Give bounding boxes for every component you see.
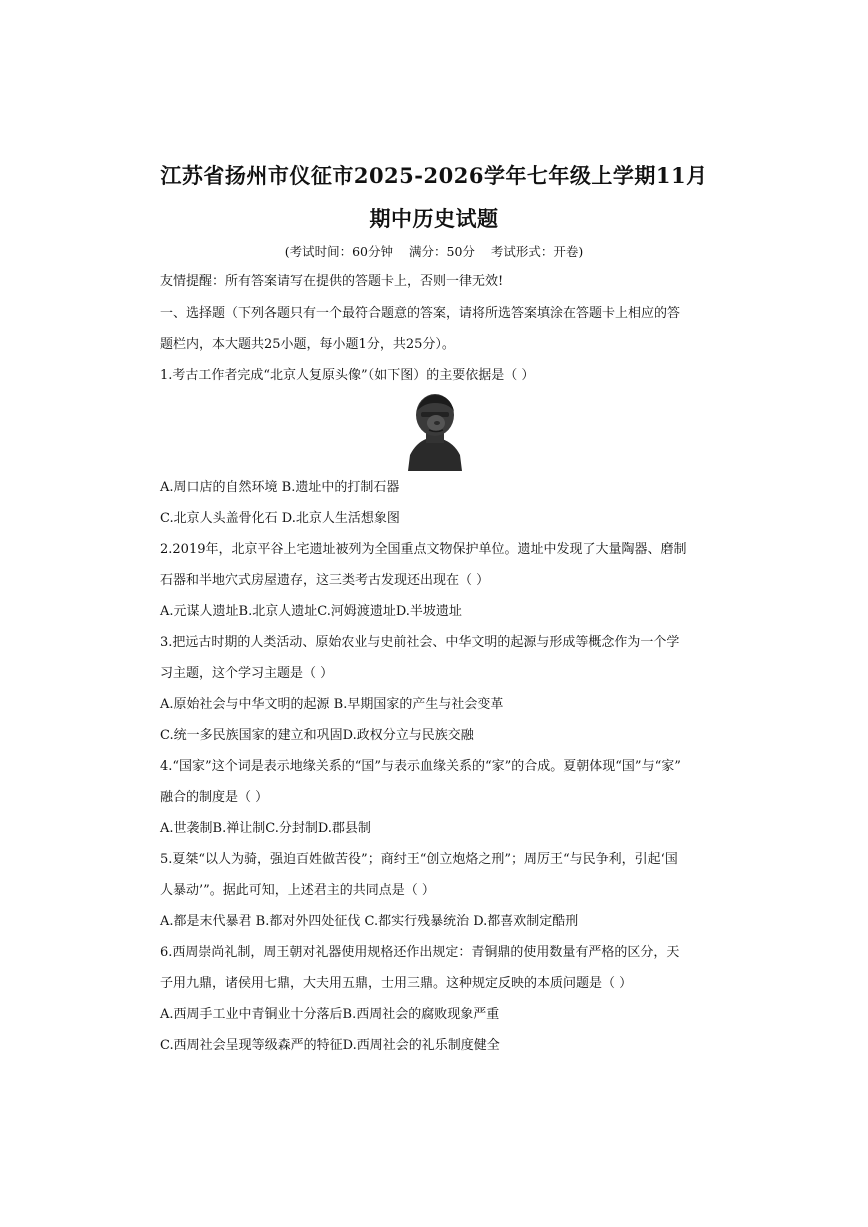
exam-info: [0, 242, 868, 260]
q6-stem-line1: 6.西周崇尚礼制，周王朝对礼器使用规格还作出规定：青铜鼎的使用数量有严格的区分，天: [160, 945, 680, 960]
exam-title-line2: 期中历史试题: [369, 206, 499, 231]
q6-option-line2: C.西周社会呈现等级森严的特征D.西周社会的礼乐制度健全: [160, 1038, 500, 1053]
section-instruction-line1: 一、选择题（下列各题只有一个最符合题意的答案，请将所选答案填涂在答题卡上相应的答: [160, 306, 681, 321]
q1-option-line1: A.周口店的自然环境 B.遗址中的打制石器: [160, 480, 400, 495]
q4-option-line1: A.世袭制B.禅让制C.分封制D.郡县制: [160, 821, 371, 836]
q1-option-line2: C.北京人头盖骨化石 D.北京人生活想象图: [160, 511, 400, 526]
q6-stem-line2: 子用九鼎，诸侯用七鼎，大夫用五鼎，士用三鼎。这种规定反映的本质问题是（ ）: [160, 976, 633, 991]
q5-stem-line1: 5.夏桀“以人为骑，强迫百姓做苦役”；商纣王“创立炮烙之刑”；周厉王“与民争利，引起‘国: [160, 852, 678, 867]
peking-man-bust-image: [402, 393, 466, 471]
q2-option-line1: A.元谋人遗址B.北京人遗址C.河姆渡遗址D.半坡遗址: [160, 604, 462, 619]
q4-stem-line2: 融合的制度是（ ）: [160, 790, 269, 805]
q5-option-line1: A.都是末代暴君 B.都对外四处征伐 C.都实行残暴统治 D.都喜欢制定酷刑: [160, 914, 579, 929]
notice: 友情提醒：所有答案请写在提供的答题卡上，否则一律无效!: [160, 274, 504, 289]
q3-option-line1: A.原始社会与中华文明的起源 B.早期国家的产生与社会变革: [160, 697, 504, 712]
exam-time: (考试时间：60分钟: [284, 244, 394, 259]
full-score: 满分：50分: [409, 244, 475, 259]
q3-stem-line1: 3.把远古时期的人类活动、原始农业与史前社会、中华文明的起源与形成等概念作为一个学: [160, 635, 680, 650]
q2-stem-line1: 2.2019年，北京平谷上宅遗址被列为全国重点文物保护单位。遗址中发现了大量陶器、磨制: [160, 542, 687, 557]
q5-stem-line2: 人暴动’”。据此可知，上述君主的共同点是（ ）: [160, 883, 435, 898]
q3-option-line2: C.统一多民族国家的建立和巩固D.政权分立与民族交融: [160, 728, 474, 743]
q6-option-line1: A.西周手工业中青铜业十分落后B.西周社会的腐败现象严重: [160, 1007, 500, 1022]
q4-stem-line1: 4.“国家”这个词是表示地缘关系的“国”与表示血缘关系的“家”的合成。夏朝体现“国”与“家”: [160, 759, 681, 774]
q2-stem-line2: 石器和半地穴式房屋遗存，这三类考古发现还出现在（ ）: [160, 573, 490, 588]
q3-stem-line2: 习主题，这个学习主题是（ ）: [160, 666, 334, 681]
section-instruction-line2: 题栏内，本大题共25小题，每小题1分，共25分）。: [160, 337, 455, 352]
exam-form: 考试形式：开卷): [490, 244, 584, 259]
q1-stem: 1.考古工作者完成“北京人复原头像”（如下图）的主要依据是（ ）: [160, 368, 535, 383]
exam-title-line1: 江苏省扬州市仪征市2025-2026学年七年级上学期11月: [160, 163, 708, 188]
